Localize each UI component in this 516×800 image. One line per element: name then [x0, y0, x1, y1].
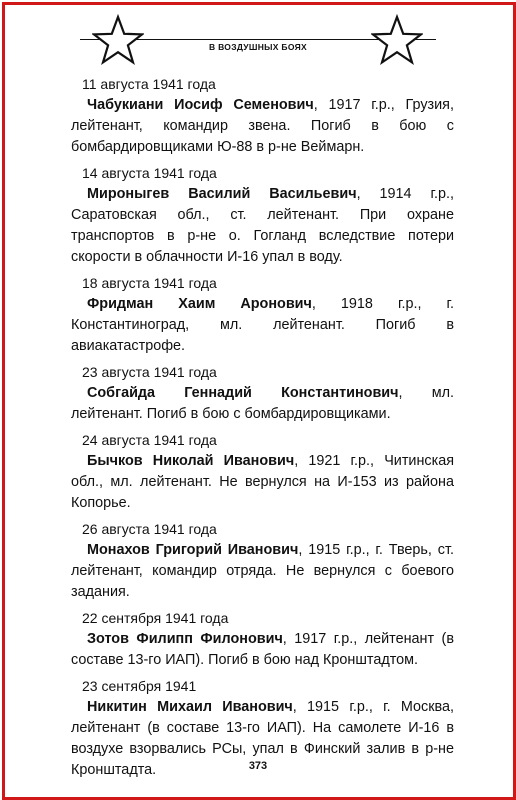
person-name: Монахов Григорий Иванович — [87, 542, 299, 558]
person-name: Зотов Филипп Филонович — [87, 631, 283, 647]
entry-date: 18 августа 1941 года — [82, 275, 217, 291]
memorial-list — [71, 74, 455, 786]
entry-text — [71, 451, 454, 514]
entry-text — [71, 540, 454, 603]
entry-date: 24 августа 1941 года — [82, 432, 217, 448]
person-details: , 1915 г.р., г. Москва, лейтенант (в составе 13-го ИАП). На самолете И-16 в воздухе взорвались РСы, упал в Финский залив в р-не Кронштадта. — [71, 699, 454, 778]
list-item — [71, 519, 454, 603]
person-name: Никитин Михаил Иванович — [87, 699, 293, 715]
list-item — [71, 163, 455, 268]
entry-text — [71, 383, 454, 425]
entry-text — [71, 95, 454, 158]
list-item — [71, 430, 454, 514]
entry-date: 26 августа 1941 года — [82, 521, 217, 537]
entry-text — [71, 294, 454, 357]
person-details: , 1915 г.р., г. Тверь, ст. лейтенант, командир отряда. Не вернулся с боевого задания. — [71, 542, 454, 600]
person-details: , 1917 г.р., лейтенант (в составе 13-го ИАП). Погиб в бою над Кронштадтом. — [71, 631, 454, 668]
person-name: Чабукиани Иосиф Семенович — [87, 97, 314, 113]
entry-date: 11 августа 1941 года — [82, 76, 216, 92]
entry-date: 23 сентября 1941 — [82, 678, 197, 694]
entry-text — [71, 629, 454, 671]
page-number: 373 — [248, 760, 268, 772]
entry-date: 22 сентября 1941 года — [82, 610, 229, 626]
star-outline-icon — [92, 14, 144, 66]
person-name: Мироныгев Василий Васильевич — [87, 186, 357, 202]
person-name: Собгайда Геннадий Константинович — [87, 385, 399, 401]
entry-date: 14 августа 1941 года — [82, 165, 217, 181]
person-name: Фридман Хаим Аронович — [87, 296, 312, 312]
list-item — [71, 608, 454, 671]
person-details: , 1918 г.р., г. Константиноград, мл. лейтенант. Погиб в авиакатастрофе. — [71, 296, 454, 354]
person-details: , 1917 г.р., Грузия, лейтенант, командир звена. Погиб в бою с бомбардировщиками Ю-88 в р-не Веймарн. — [71, 97, 454, 155]
person-details: , 1921 г.р., Читинская обл., мл. лейтенант. Не вернулся на И-153 из района Копорье. — [71, 453, 454, 511]
list-item — [71, 273, 454, 357]
entry-date: 23 августа 1941 года — [82, 364, 217, 380]
header-title: В ВОЗДУШНЫХ БОЯХ — [208, 42, 308, 52]
list-item — [71, 74, 454, 158]
person-details: , мл. лейтенант. Погиб в бою с бомбардировщиками. — [71, 385, 454, 422]
list-item — [71, 362, 454, 425]
person-details: , 1914 г.р., Саратовская обл., ст. лейтенант. При охране транспортов в р-не о. Гогланд вследствие потери скорости в облачности И-16 упал в воду. — [71, 186, 455, 265]
star-outline-icon — [371, 14, 423, 66]
person-name: Бычков Николай Иванович — [87, 453, 295, 469]
entry-text — [71, 184, 454, 268]
